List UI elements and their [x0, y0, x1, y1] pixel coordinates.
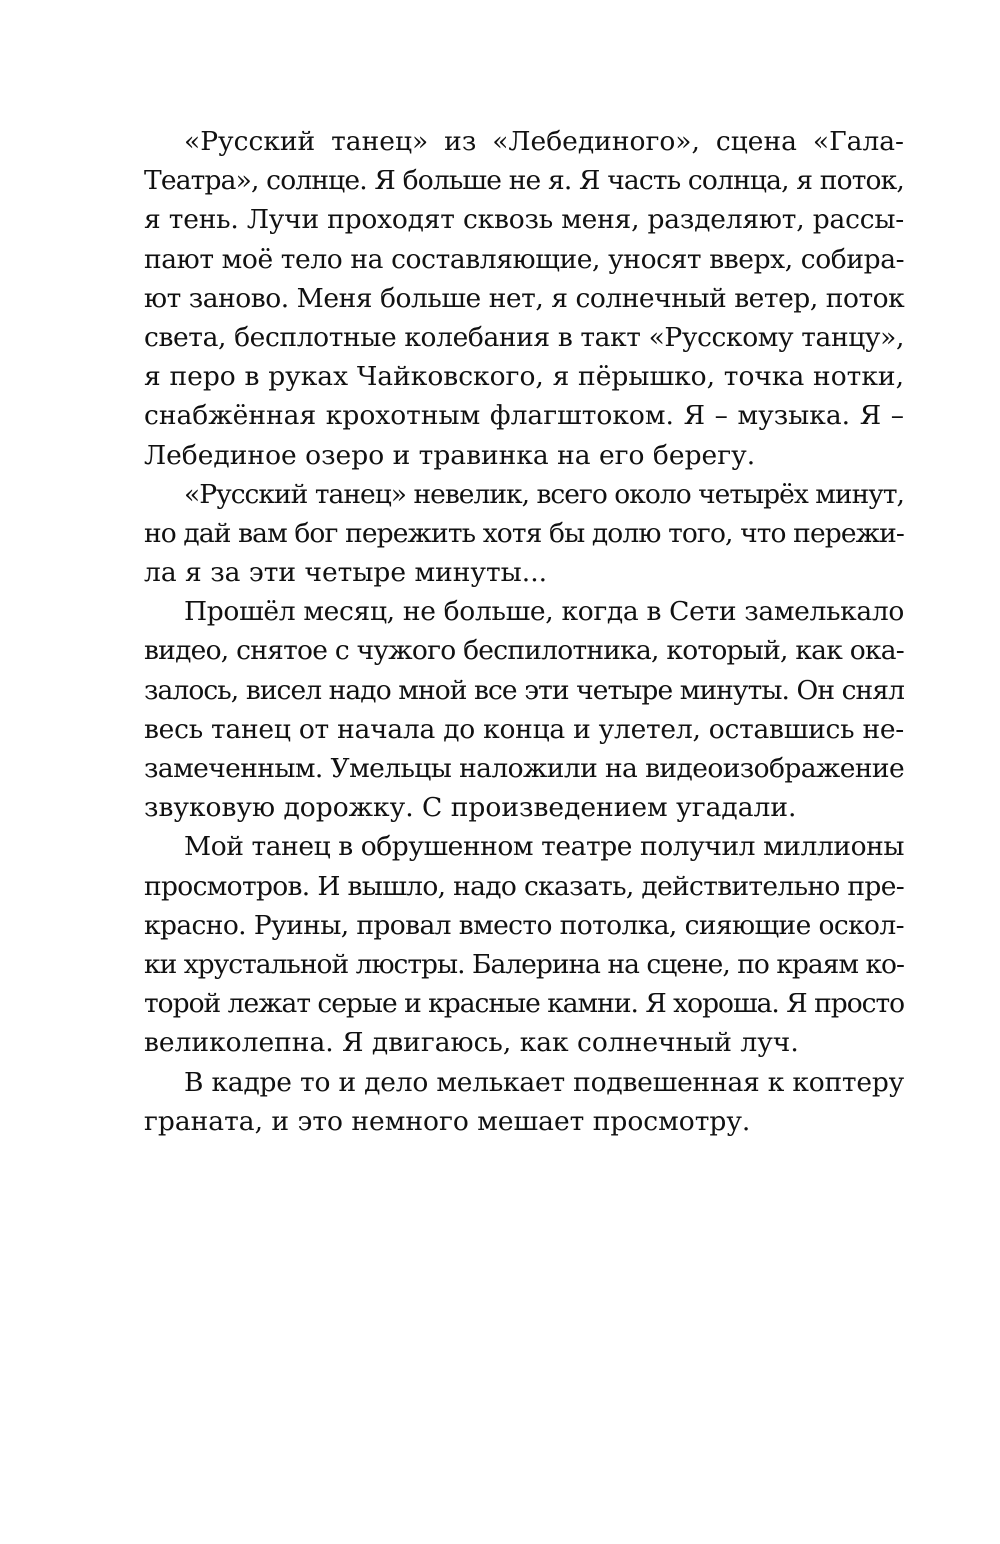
text-line: ла я за эти четыре минуты...: [144, 557, 548, 589]
paragraph: [144, 827, 904, 1062]
text-line: замеченным. Умельцы наложили на видеоизображение: [144, 753, 905, 784]
text-line: красно. Руины, провал вместо потолка, сияющие оскол-: [144, 909, 904, 941]
text-line: звуковую дорожку. С произведением угадали.: [144, 792, 797, 824]
text-line: но дай вам бог пережить хотя бы долю того, что пережи-: [144, 517, 904, 549]
text-line: залось, висел надо мной все эти четыре минуты. Он снял: [144, 674, 904, 706]
paragraph: [144, 592, 904, 827]
text-line: В кадре то и дело мелькает подвешенная к коптеру: [184, 1066, 904, 1098]
text-line: Театра», солнце. Я больше не я. Я часть солнца, я поток,: [144, 165, 904, 197]
text-line: ки хрустальной люстры. Балерина на сцене, по краям ко-: [144, 948, 904, 980]
text-line: «Русский танец» невелик, всего около четырёх минут,: [184, 478, 904, 510]
text-line: «Русский танец» из «Лебединого», сцена «Гала-: [184, 126, 904, 157]
text-line: великолепна. Я двигаюсь, как солнечный луч.: [144, 1027, 799, 1059]
page-text: [144, 122, 904, 1141]
text-line: я тень. Лучи проходят сквозь меня, разделяют, рассы-: [144, 204, 904, 236]
text-line: видео, снятое с чужого беспилотника, который, как ока-: [144, 635, 904, 667]
text-line: просмотров. И вышло, надо сказать, действительно пре-: [144, 870, 904, 902]
text-line: Мой танец в обрушенном театре получил миллионы: [184, 831, 904, 863]
paragraph: [144, 1063, 904, 1141]
text-line: света, бесплотные колебания в такт «Русскому танцу»,: [144, 321, 904, 353]
text-line: снабжённая крохотным флагштоком. Я – музыка. Я –: [144, 400, 904, 432]
text-line: пают моё тело на составляющие, уносят вверх, собира-: [144, 243, 905, 275]
text-line: я перо в руках Чайковского, я пёрышко, точка нотки,: [144, 361, 904, 393]
text-line: Прошёл месяц, не больше, когда в Сети замелькало: [184, 596, 905, 628]
paragraph: [144, 475, 904, 593]
text-line: граната, и это немного мешает просмотру.: [144, 1105, 751, 1137]
text-line: ют заново. Меня больше нет, я солнечный ветер, поток: [144, 282, 905, 314]
paragraph: [144, 122, 904, 475]
text-line: торой лежат серые и красные камни. Я хороша. Я просто: [144, 988, 905, 1020]
text-line: Лебединое озеро и травинка на его берегу.: [144, 439, 756, 471]
text-line: весь танец от начала до конца и улетел, оставшись не-: [144, 713, 905, 745]
